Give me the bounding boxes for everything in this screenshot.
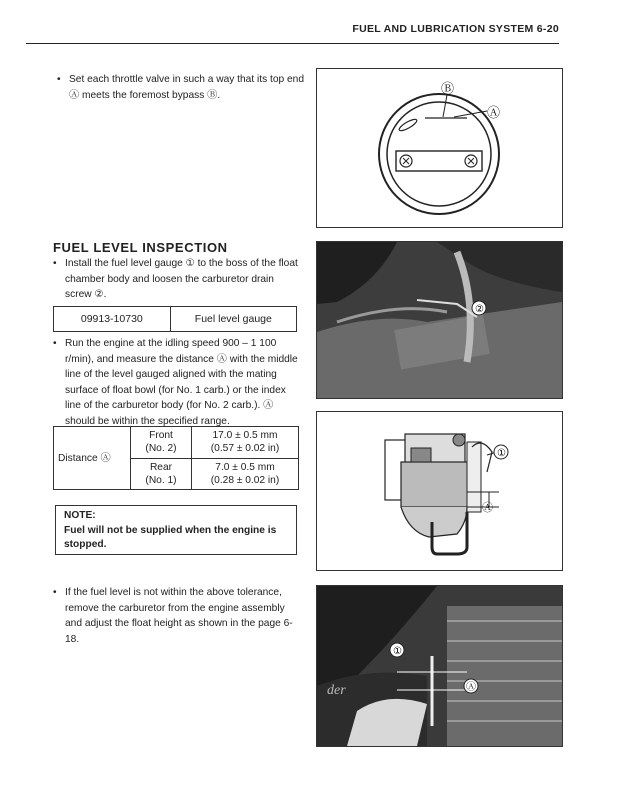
drain-screw-photo bbox=[316, 241, 563, 399]
note-title: NOTE: bbox=[64, 510, 96, 521]
rear-value-line2: (0.28 ± 0.02 in) bbox=[210, 474, 280, 486]
adjust-float-text: If the fuel level is not within the above tolerance, remove the carburetor from the engine assembly and adjust the float height as shown in the page 6-18. bbox=[65, 587, 293, 645]
front-value-line1: 17.0 ± 0.5 mm bbox=[212, 430, 278, 442]
front-position-line1: Front bbox=[149, 430, 173, 442]
throttle-valve-text: Set each throttle valve in such a way that its top end Ⓐ meets the foremost bypass Ⓑ. bbox=[69, 74, 305, 101]
drain-screw-photo-art bbox=[317, 242, 562, 398]
note-box bbox=[55, 505, 297, 555]
callout-1-label: ① bbox=[393, 646, 402, 657]
rear-value-line1: 7.0 ± 0.5 mm bbox=[215, 461, 275, 473]
note-text: Fuel will not be supplied when the engine is stopped. bbox=[64, 524, 277, 550]
callout-a-label: Ⓐ bbox=[487, 105, 501, 120]
measure-distance-instruction bbox=[53, 336, 299, 429]
front-position-line2: (No. 2) bbox=[145, 443, 177, 455]
bullet: • bbox=[53, 587, 57, 598]
fuel-level-inspection-heading: FUEL LEVEL INSPECTION bbox=[53, 240, 228, 255]
page-header bbox=[26, 23, 559, 44]
callout-a-label: Ⓐ bbox=[466, 682, 476, 693]
front-position bbox=[131, 427, 192, 459]
measure-distance-text: Run the engine at the idling speed 900 – 1 100 r/min), and measure the distance Ⓐ with the middle line of the level gauged aligned with the mating surface of float bowl (for No. 1 carb.) or the index line of the carburetor body (for No. 2 carb.). Ⓐ should be within the specified range. bbox=[65, 338, 298, 427]
rear-position-line2: (No. 1) bbox=[145, 474, 177, 486]
callout-b-label: Ⓑ bbox=[441, 81, 455, 96]
badge-text: der bbox=[327, 683, 346, 698]
tool-name: Fuel level gauge bbox=[170, 307, 296, 332]
throttle-valve-instruction bbox=[57, 72, 307, 103]
rear-value bbox=[192, 458, 299, 490]
callout-2-label: ② bbox=[475, 304, 484, 315]
distance-spec-table bbox=[53, 426, 299, 490]
adjust-float-instruction bbox=[53, 585, 299, 647]
rear-position bbox=[131, 458, 192, 490]
rear-position-line1: Rear bbox=[149, 461, 173, 473]
special-tool-table bbox=[53, 306, 297, 332]
level-gauge-diagram bbox=[317, 412, 562, 570]
front-value bbox=[192, 427, 299, 459]
fuel-level-photo bbox=[316, 585, 563, 747]
header-title: FUEL AND LUBRICATION SYSTEM 6-20 bbox=[352, 23, 559, 35]
throttle-valve-diagram bbox=[317, 69, 562, 227]
fuel-level-photo-art bbox=[317, 586, 562, 746]
tool-part-number: 09913-10730 bbox=[54, 307, 171, 332]
bullet: • bbox=[57, 74, 61, 85]
throttle-valve-figure bbox=[316, 68, 563, 228]
bullet: • bbox=[53, 338, 57, 349]
install-gauge-text: Install the fuel level gauge ① to the boss of the float chamber body and loosen the carburetor drain screw ②. bbox=[65, 258, 298, 300]
level-gauge-figure bbox=[316, 411, 563, 571]
callout-a-label: Ⓐ bbox=[482, 502, 493, 514]
distance-label: Distance Ⓐ bbox=[54, 427, 131, 490]
front-value-line2: (0.57 ± 0.02 in) bbox=[210, 443, 280, 455]
callout-1-label: ① bbox=[497, 448, 506, 459]
install-gauge-instruction bbox=[53, 256, 299, 303]
bullet: • bbox=[53, 258, 57, 269]
